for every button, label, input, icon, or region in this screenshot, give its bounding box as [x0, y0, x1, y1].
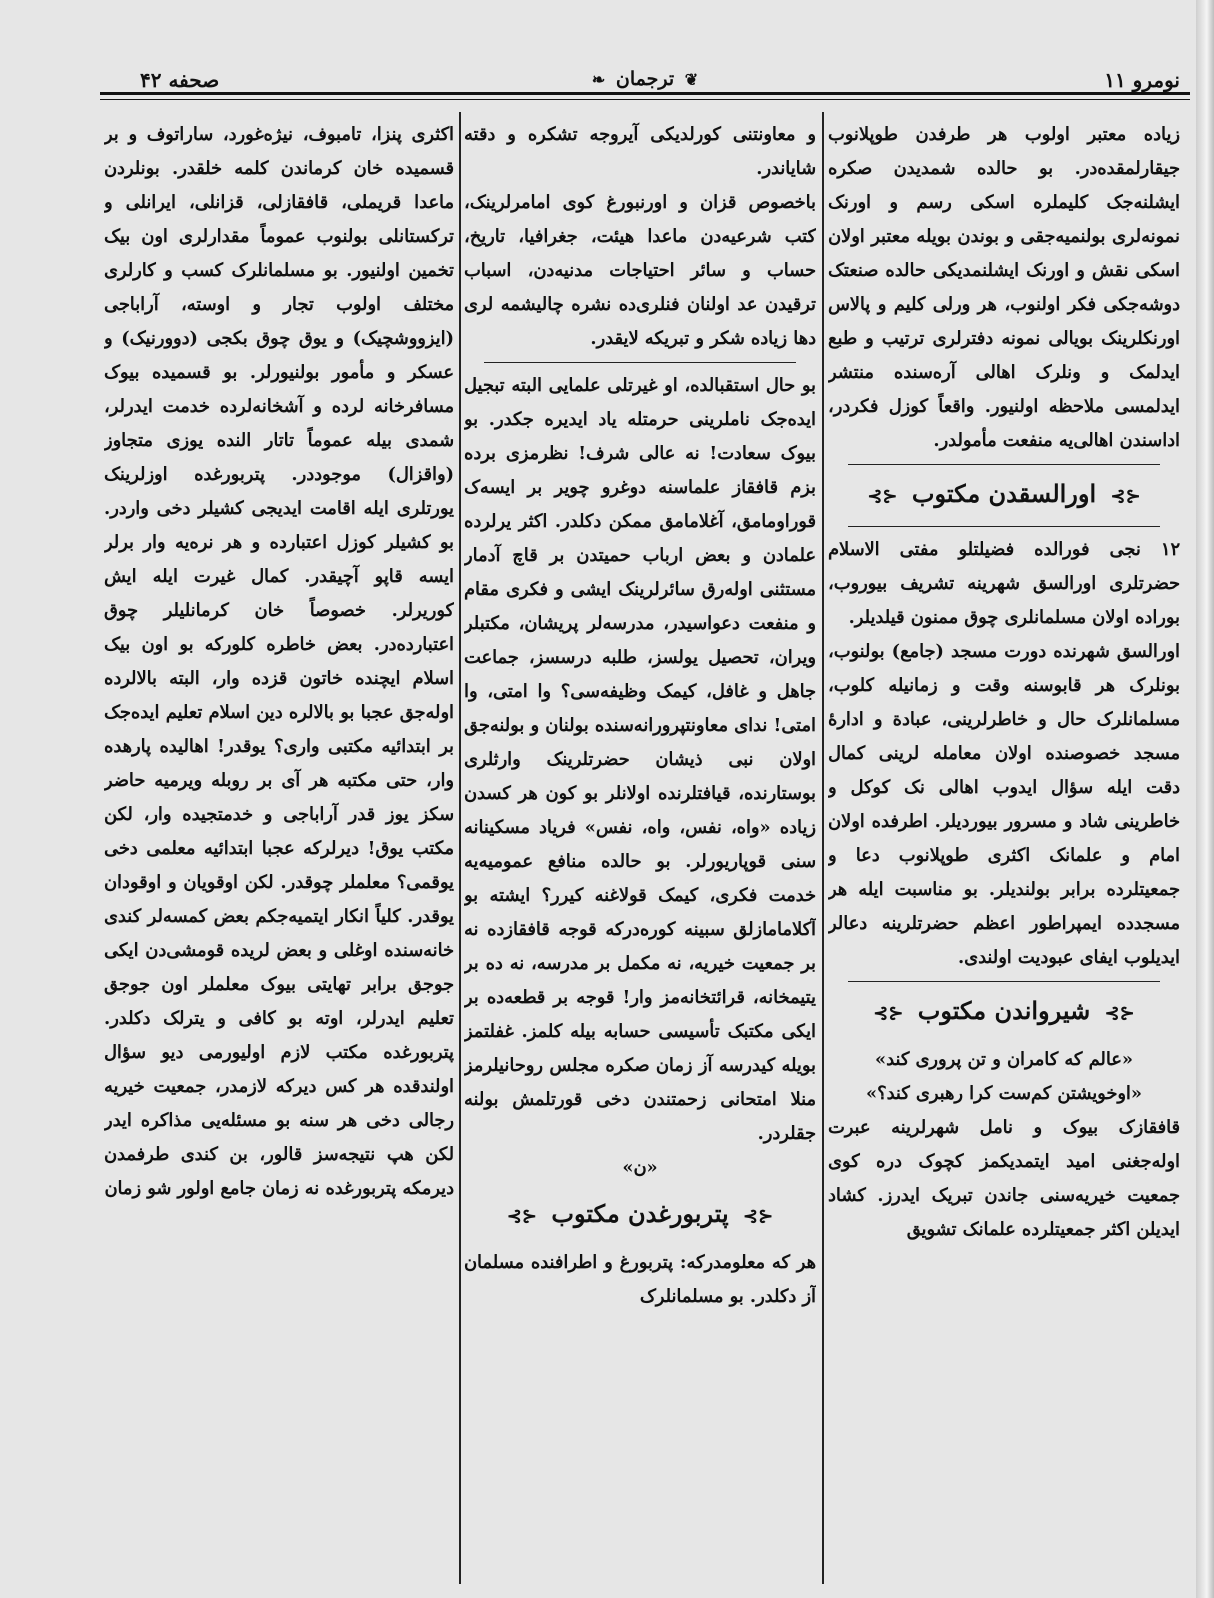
column-divider [459, 112, 461, 1584]
ornament-icon: ⊰⊱ [743, 1206, 774, 1227]
paragraph: هر که معلومدرکه: پتربورغ و اطرافنده مسلمان آز دکلدر. بو مسلمانلرک [464, 1252, 816, 1307]
paragraph: اورالسق شهرنده دورت مسجد (جامع) بولنوب، بونلرک هر قابوسنه وقت و زمانیله کلوب، مسلمانلرک حال و خاطرلرینی، عبادة و ادارهٔ مسجد خصوصنده اولان معامله لرینی کمال دقت ایله سؤال ایدوب اهالی نک کوکل و خاطرینی شاد و مسرور بیوردیلر. اطرفده اولان امام و علمانک اکثری طوپلانوب دعا و جمعیتلرده برابر بولندیلر. بو مناسبت ایله هر مسجدده ایمپراطور اعظم حضرتلرینه دعالر ایدیلوب ایفای عبودیت اولندی. [828, 641, 1180, 968]
paragraph: زیاده معتبر اولوب هر طرفدن طوپلانوب جیقارلمقده‌در. بو حالده شمدیدن صکره ایشلنه‌جک کلیملره اسکی رسم و اورنک نمونه‌لری بولنمیه‌جقی و بوندن بویله معتبر اولان اسکی نقش و اورنک ایشلنمدیکی حالده صنعتک دوشه‌جکی فکر اولنوب، هر ورلی کلیم و پالاس اورنکلرینک بویالی نمونه دفترلری ترتیب و طبع ایدلمک و ونلرک اهالی آره‌سنده منتشر ایدلمسی ملاحظه اولنیور. واقعاً کوزل فکردر، اداسندن اهالی‌یه منفعت مأمولدر. [828, 124, 1180, 451]
ornament-icon: ⊰⊱ [506, 1206, 537, 1227]
section-divider [848, 526, 1160, 527]
section-heading [828, 471, 1180, 520]
ornament-icon: ⊰⊱ [1110, 486, 1141, 507]
verse-line: «اوخویشتن کم‌ست کرا رهبری کند؟» [866, 1083, 1142, 1104]
page-header [100, 62, 1190, 102]
header-rule-thin [100, 99, 1190, 100]
section-divider [848, 981, 1160, 982]
section-heading [828, 988, 1180, 1037]
header-rule-thick [100, 92, 1190, 95]
section-divider [848, 464, 1160, 465]
paragraph: باخصوص قزان و اورنبورغ کوی امامرلرینک، کتب شرعیه‌دن ماعدا هیئت، جغرافیا، تاریخ، حساب و سائر احتیاجات مدنیه‌دن، اسباب ترقیدن عد اولنان فنلری‌ده نشره چالیشمه لری دها زیاده شکر و تبریکه لایقدر. [464, 192, 816, 349]
column-middle [464, 118, 816, 1586]
column-right [828, 118, 1180, 1586]
ornament-icon: ⊰⊱ [867, 486, 898, 507]
ornament-icon: ⊰⊱ [1104, 1003, 1135, 1024]
section-heading [464, 1191, 816, 1240]
paragraph: ۱۲ نجی فورالده فضیلتلو مفتی الاسلام حضرتلری اورالسق شهرینه تشریف بیوروب، بوراده اولان مسلمانلری چوق ممنون قیلدیلر. [828, 539, 1180, 628]
ornament-icon: ❦ [684, 70, 699, 89]
signature: «ن» [622, 1157, 658, 1178]
ornament-icon: ❧ [591, 70, 606, 89]
paragraph: قافقازک بیوک و نامل شهرلرینه عبرت اوله‌جغنی امید ایتمدیکمز کچوک دره کوی جمعیت خیریه‌سنی جاندن تبریک ایدرز. کشاد ایدیلن اکثر جمعیتلرده علمانک تشویق [828, 1117, 1180, 1240]
section-heading-text: اورالسقدن مکتوب [911, 479, 1097, 508]
paragraph: اکثری پنزا، تامبوف، نیژه‌غورد، ساراتوف و بر قسمیده خان کرماندن کلمه خلقدر. بونلردن ماعدا قریملی، قافقازلی، قزانلی، ایرانلی و ترکستانلی بولنوب عموماً مقدارلری اون بیک تخمین اولنیور. بو مسلمانلرک کسب و کارلری مختلف اولوب تجار و اوسته، آراباجی (ایزووشچیک) و یوق چوق بکجی (دوورنیک) و عسکر و مأمور بولنیورلر. بو قسمیده بیوک مسافرخانه لرده و آشخانه‌لرده خدمت ایدرلر، شمدی بیله عموماً تاتار النده یوزی متجاوز (واقزال) موجوددر. پتربورغده اوزلرینک یورتلری ایله اقامت ایدیجی کشیلر دخی واردر. بو کشیلر کوزل اعتبارده و هر نره‌یه وار برلر ایسه قاپو آچیقدر. کمال غیرت ایله ایش کوریرلر. خصوصاً خان کرمانلیلر چوق اعتبارده‌در. بعض خاطره کلورکه بو اون بیک اسلام ایچنده خاتون قزده وار، البته بالالرده اوله‌جق عجبا بو بالالره دین اسلام تعلیم ایده‌جک بر ابتدائیه مکتبی واری؟ یوقدر! اهالیده پارهده وار، حتی مکتبه هر آی بر روبله ویرمیه حاضر سکز یوز قدر آراباجی و خدمتجیده وار، لکن مکتب یوق! دیرلرکه عجبا ابتدائیه معلمی دخی یوقمی؟ معلملر چوقدر. لکن اوقویان و اوقودان یوقدر. کلیاً انکار ایتمیه‌جکم بعض کمسه‌لر کندی خانه‌سنده اوغلی و بعض لریده قومشی‌دن ایکی جوجق برابر تهایتی بیوک معلملر اون جوجق تعلیم ایدرلر، اوته بو کافی و یترلک دکلدر. پتربورغده مکتب لازم اولیورمی دیو سؤال اولندقده هر کس دیرکه لازمدر، جمعیت خیریه رجالی دخی هر سنه بو مسئله‌یی مذاکره ایدر لکن هپ نتیجه‌سز قالور، بن کندی طرفمدن دیرمکه پتربورغده نه زمان جامع اولور شو زمان [104, 124, 454, 1199]
column-left [104, 118, 454, 1586]
paragraph: و معاونتنی کورلدیکی آیروجه تشکره و دقته شایاندر. [464, 124, 816, 179]
section-heading-text: پتربورغدن مکتوب [551, 1199, 729, 1228]
paragraph: بو حال استقبالده، او غیرتلی علمایی البته تبجیل ایده‌جک ناملرینی حرمتله یاد ایدیره جکدر. بو بیوک سعادت! نه عالی شرف! نظرمزی برده بزم قافقاز علماسنه دوغرو چویر بر ایسه‌ک قوراومامق، آغلامامق ممکن دکلدر. اکثر یرلرده علمادن و بعض ارباب حمیتدن بر قاچ آدمار مستثنی اوله‌رق سائرلرینک ایشی و فکری مقام و منفعت دعواسیدر، مدرسه‌لر پریشان، مکتبلر ویران، تحصیل یولسز، طلبه درسسز، جماعت جاهل و غافل، کیمک وظیفه‌سی؟ وا امتی، وا امتی! ندای معاونتپرورانه‌سنده بولنان و بولنه‌جق اولان نبی ذیشان حضرتلرینک وارثلری بوستارنده، قیافتلرنده اولانلر بو کون هر کسدن زیاده «واه، نفس، واه، نفس» فریاد مسکینانه سنی قوپاریورلر. بو حالده منافع عمومیه‌یه خدمت فکری، کیمک قولاغنه کیرر؟ ایشته بو آکلامامازلق سبینه کوره‌درکه قوجه قافقازده نه بر جمعیت خیریه، نه مکمل بر مدرسه، نه ده بر یتیمخانه، قرائتخانه‌مز وار! قوجه بر قطعه‌ده بر ایکی مکتبک تأسیسی حسابه بیله کلمز. غفلتمز بویله کیدرسه آز زمان صکره مجلس روحانیلرمز منلا امتحانی زحمتندن دخی قورتلمش بولنه جقلردر. [464, 375, 816, 1144]
column-divider [822, 112, 824, 1584]
section-heading-text: شیرواندن مکتوب [917, 996, 1091, 1025]
page-number: صحفه ۴۲ [140, 68, 220, 92]
section-divider [484, 362, 796, 363]
masthead-title-text: ترجمان [615, 68, 675, 90]
ornament-icon: ⊰⊱ [873, 1003, 904, 1024]
issue-number: نومرو ۱۱ [1104, 68, 1180, 92]
verse-line: «عالم که کامران و تن پروری کند» [875, 1049, 1133, 1070]
masthead-title [588, 68, 702, 90]
page-binding-edge [1196, 0, 1214, 1598]
